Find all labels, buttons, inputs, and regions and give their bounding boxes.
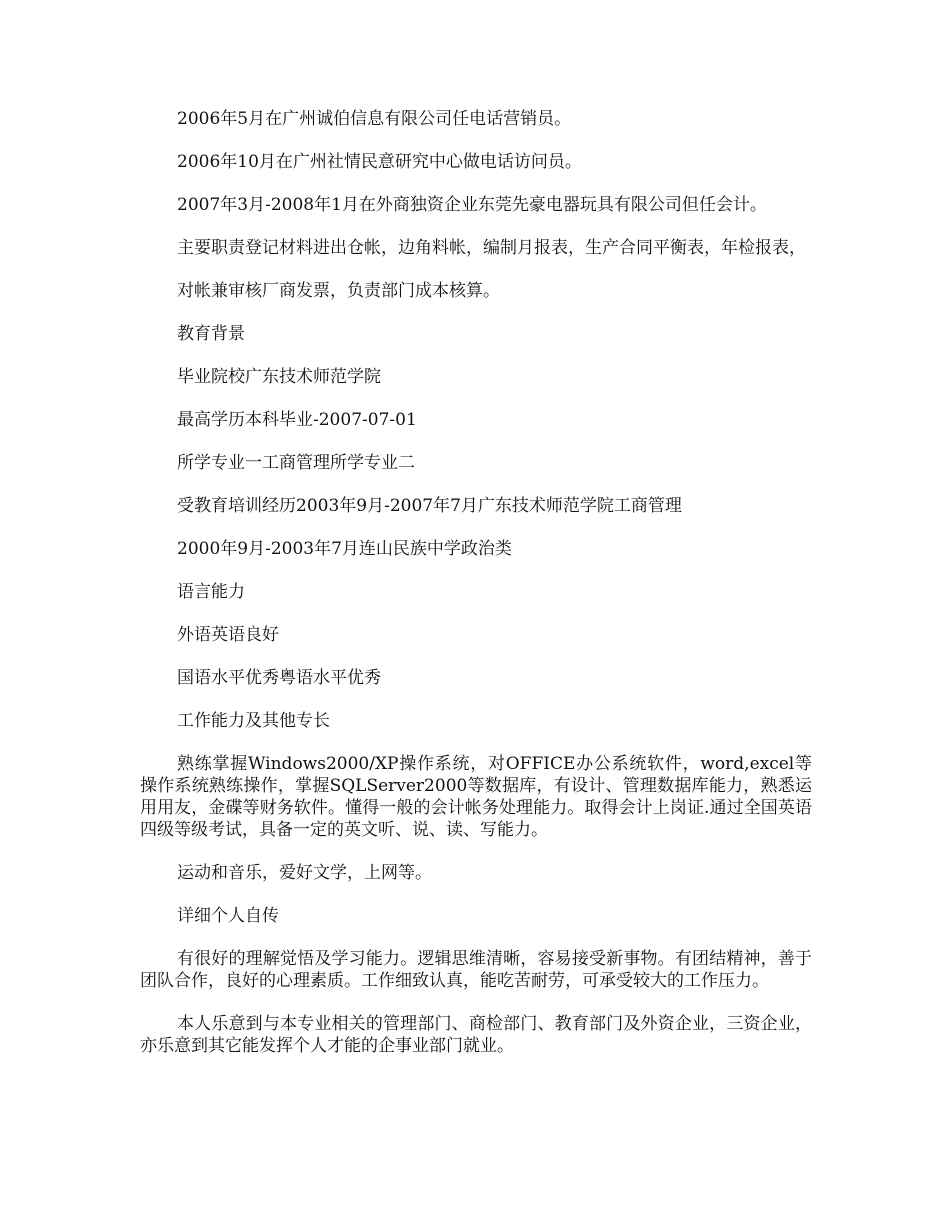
paragraph-training-1: 受教育培训经历2003年9月-2007年7月广东技术师范学院工商管理 xyxy=(177,496,682,516)
heading-education: 教育背景 xyxy=(177,324,245,344)
paragraph-career-intent: 本人乐意到与本专业相关的管理部门、商检部门、教育部门及外资企业，三资企业，亦乐意到其它能发挥个人才能的企事业部门就业。 xyxy=(140,1014,812,1056)
paragraph-degree: 最高学历本科毕业-2007-07-01 xyxy=(177,410,417,430)
paragraph-autobiography: 有很好的理解觉悟及学习能力。逻辑思维清晰，容易接受新事物。有团结精神，善于团队合作，良好的心理素质。工作细致认真，能吃苦耐劳，可承受较大的工作压力。 xyxy=(140,949,812,991)
paragraph-english: 外语英语良好 xyxy=(177,625,279,645)
paragraph-skills: 熟练掌握Windows2000/XP操作系统，对OFFICE办公系统软件，word,excel等操作系统熟练操作，掌握SQLServer2000等数据库，有设计、管理数据库能力，熟悉运用用友，金碟等财务软件。懂得一般的会计帐务处理能力。取得会计上岗证.通过全国英语四级等级考试，具备一定的英文听、说、读、写能力。 xyxy=(140,754,812,840)
paragraph-major: 所学专业一工商管理所学专业二 xyxy=(177,453,415,473)
paragraph-work-2007-2008: 2007年3月-2008年1月在外商独资企业东莞先豪电器玩具有限公司但任会计。 xyxy=(177,195,767,215)
heading-autobiography: 详细个人自传 xyxy=(177,906,279,926)
paragraph-duties: 主要职责登记材料进出仓帐，边角料帐，编制月报表，生产合同平衡表，年检报表， xyxy=(177,238,806,258)
paragraph-duties-cont: 对帐兼审核厂商发票，负责部门成本核算。 xyxy=(177,281,500,301)
paragraph-school: 毕业院校广东技术师范学院 xyxy=(177,367,381,387)
heading-skills: 工作能力及其他专长 xyxy=(177,711,330,731)
paragraph-hobbies: 运动和音乐，爱好文学，上网等。 xyxy=(177,863,432,883)
document-page xyxy=(140,108,812,1078)
paragraph-work-2006-may: 2006年5月在广州诚伯信息有限公司任电话营销员。 xyxy=(177,109,572,129)
heading-language: 语言能力 xyxy=(177,582,245,602)
paragraph-mandarin-cantonese: 国语水平优秀粤语水平优秀 xyxy=(177,668,381,688)
paragraph-training-2: 2000年9月-2003年7月连山民族中学政治类 xyxy=(177,539,512,559)
paragraph-work-2006-oct: 2006年10月在广州社情民意研究中心做电话访问员。 xyxy=(177,152,582,172)
